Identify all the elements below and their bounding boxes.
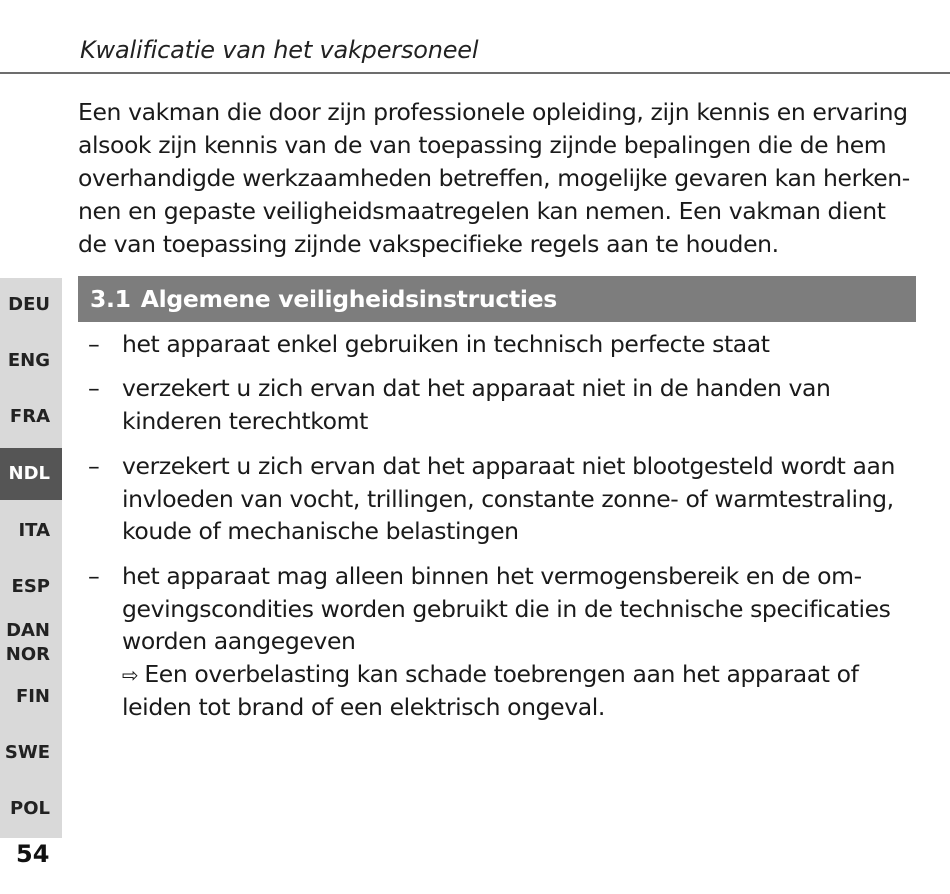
warning-note-text: leiden tot brand of een elektrisch ongeval. — [122, 693, 605, 721]
list-dash: – — [88, 374, 100, 402]
language-tab-ndl[interactable]: NDL — [0, 448, 62, 500]
list-dash: – — [88, 452, 100, 480]
warning-note — [122, 658, 891, 692]
language-tab-ita[interactable]: ITA — [18, 520, 50, 541]
language-tab-strip — [0, 278, 62, 838]
page-number: 54 — [16, 840, 50, 868]
list-item-text: verzekert u zich ervan dat het apparaat niet blootgesteld wordt aan — [122, 452, 896, 480]
language-tab-fra[interactable]: FRA — [9, 406, 50, 427]
list-item-text: het apparaat enkel gebruiken in technisch perfecte staat — [122, 330, 770, 358]
header-divider — [0, 72, 950, 74]
language-tab-deu[interactable]: DEU — [8, 294, 50, 315]
list-item-text: kinderen terechtkomt — [122, 406, 368, 435]
section-title: Algemene veiligheidsinstructies — [140, 285, 557, 313]
list-item-text: koude of mechanische belastingen — [122, 517, 519, 545]
intro-line: Een vakman die door zijn professionele opleiding, zijn kennis en ervaring — [78, 98, 908, 126]
arrow-right-icon: ⇨ — [122, 662, 139, 687]
language-tab-dan[interactable]: DAN — [6, 620, 50, 641]
intro-line: de van toepassing zijnde vakspecifieke regels aan te houden. — [78, 230, 779, 258]
warning-note-text: Een overbelasting kan schade toebrengen aan het apparaat of — [144, 659, 859, 688]
list-item-text: verzekert u zich ervan dat het apparaat niet in de handen van — [122, 374, 831, 402]
list-dash: – — [88, 330, 100, 358]
list-item-text: gevingscondities worden gebruikt die in de technische specificaties — [122, 594, 891, 623]
language-tab-nor[interactable]: NOR — [5, 644, 50, 665]
language-tab-esp[interactable]: ESP — [11, 576, 50, 597]
list-item — [78, 328, 770, 361]
list-item-text: invloeden van vocht, trillingen, constante zonne- of warmtestraling, — [122, 484, 894, 513]
list-item-text: het apparaat mag alleen binnen het vermogensbereik en de om- — [122, 562, 862, 590]
intro-line: overhandigde werkzaamheden betreffen, mogelijke gevaren kan herken- — [78, 164, 910, 192]
intro-line: alsook zijn kennis van de van toepassing zijnde bepalingen die de hem — [78, 131, 887, 159]
section-number: 3.1 — [90, 285, 131, 313]
page-header-title: Kwalificatie van het vakpersoneel — [80, 36, 479, 64]
list-item-text: worden aangegeven — [122, 627, 356, 655]
list-item — [78, 560, 891, 724]
language-tab-fin[interactable]: FIN — [15, 686, 50, 707]
language-tab-eng[interactable]: ENG — [7, 350, 50, 371]
list-item — [78, 372, 831, 437]
intro-line: nen en gepaste veiligheidsmaatregelen kan nemen. Een vakman dient — [78, 197, 886, 225]
intro-paragraph — [78, 96, 928, 261]
list-dash: – — [88, 562, 100, 590]
list-item — [78, 450, 895, 548]
language-tab-swe[interactable]: SWE — [4, 742, 50, 763]
language-tab-pol[interactable]: POL — [10, 798, 50, 819]
section-heading — [78, 276, 916, 322]
